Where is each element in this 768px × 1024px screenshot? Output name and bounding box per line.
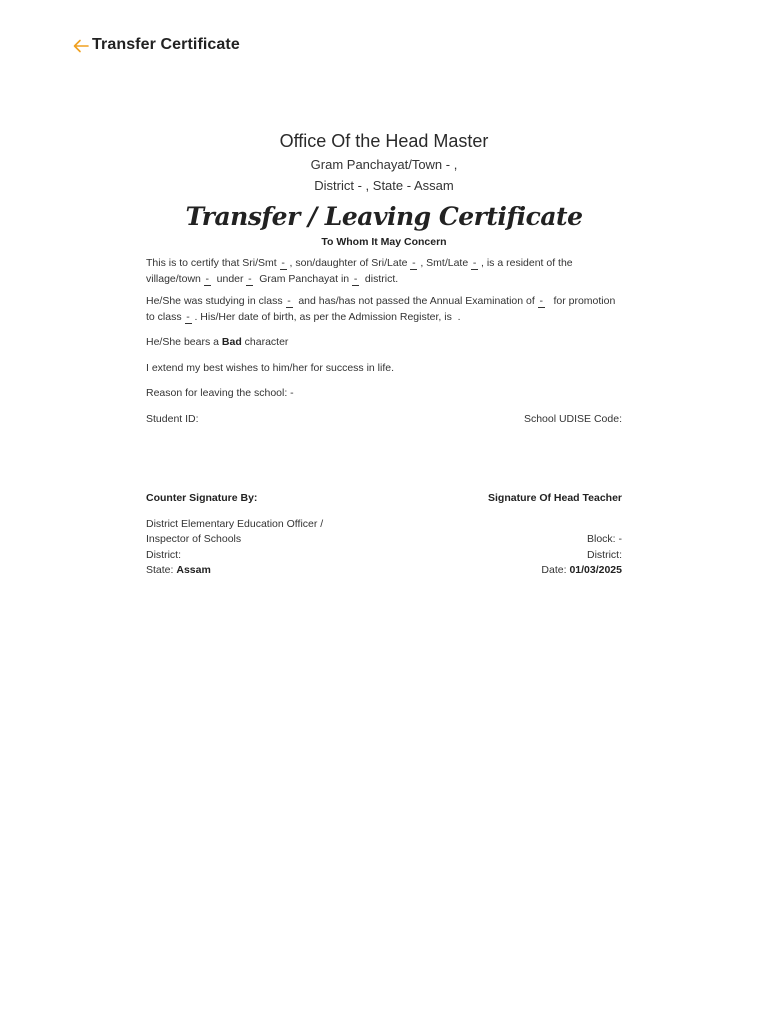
head-teacher-signature-label: Signature Of Head Teacher bbox=[487, 492, 622, 504]
paragraph-character bbox=[146, 335, 622, 351]
state-date-row bbox=[146, 563, 622, 579]
text: . bbox=[457, 310, 461, 323]
student-id-label: Student ID: bbox=[146, 412, 199, 425]
certificate-title: Transfer / Leaving Certificate bbox=[185, 202, 583, 231]
state-info bbox=[146, 563, 211, 579]
state-label: State: bbox=[146, 564, 174, 576]
officer-designation: District Elementary Education Officer / bbox=[146, 517, 324, 530]
text: Gram Panchayat in bbox=[259, 272, 350, 285]
district-field: - bbox=[353, 272, 358, 285]
id-row bbox=[146, 412, 622, 428]
text: under bbox=[216, 272, 244, 285]
district-label-left: District: bbox=[146, 548, 181, 561]
character-value: Bad bbox=[221, 336, 242, 348]
officer-row bbox=[146, 532, 622, 548]
exam-field: - bbox=[539, 295, 543, 307]
leaving-reason: Reason for leaving the school: - bbox=[146, 387, 294, 399]
date-label: Date: bbox=[541, 564, 567, 576]
district-row bbox=[146, 548, 622, 564]
paragraph-wishes: I extend my best wishes to him/her for success in life. bbox=[146, 361, 395, 374]
top-bar bbox=[72, 33, 240, 57]
text: , Smt/Late bbox=[420, 257, 469, 269]
certificate-subtitle: To Whom It May Concern bbox=[321, 236, 447, 248]
text: and has/has not passed the Annual Examination of bbox=[298, 295, 535, 307]
village-field: - bbox=[205, 272, 210, 285]
state-value: Assam bbox=[176, 564, 211, 576]
promotion-class-field: - bbox=[186, 310, 190, 323]
mother-name-field: - bbox=[472, 257, 477, 269]
paragraph-residence bbox=[146, 256, 622, 287]
text: district. bbox=[364, 272, 399, 285]
class-field: - bbox=[287, 295, 291, 307]
text: character bbox=[244, 336, 289, 348]
date-value: 01/03/2025 bbox=[569, 564, 622, 576]
text: He/She was studying in class bbox=[146, 295, 283, 307]
text: , son/daughter of Sri/Late bbox=[289, 257, 408, 269]
student-name-field: - bbox=[281, 257, 285, 269]
address-line-1: Gram Panchayat/Town - , bbox=[310, 157, 458, 172]
text: This is to certify that Sri/Smt bbox=[146, 257, 277, 269]
officer-designation-2: Inspector of Schools bbox=[146, 533, 242, 545]
signature-row bbox=[146, 491, 622, 507]
text: . His/Her date of birth, as per the Admission Register, is bbox=[194, 310, 452, 323]
district-label-right: District: bbox=[587, 548, 622, 561]
certificate bbox=[146, 128, 622, 579]
text: , is a resident of the village/town bbox=[146, 257, 573, 285]
udise-code-label: School UDISE Code: bbox=[523, 412, 622, 425]
paragraph-studies bbox=[146, 294, 622, 325]
page-title: Transfer Certificate bbox=[92, 36, 240, 53]
address-line-2: District - , State - Assam bbox=[314, 178, 454, 193]
office-heading: Office Of the Head Master bbox=[279, 131, 489, 151]
text: He/She bears a bbox=[146, 336, 219, 348]
date-info bbox=[541, 563, 622, 579]
counter-signature-label: Counter Signature By: bbox=[146, 492, 258, 504]
gram-panchayat-field: - bbox=[248, 272, 252, 285]
text: for promotion to class bbox=[146, 295, 616, 323]
father-name-field: - bbox=[412, 257, 416, 269]
arrow-left-icon[interactable] bbox=[72, 35, 90, 57]
block-label: Block: - bbox=[586, 533, 622, 545]
